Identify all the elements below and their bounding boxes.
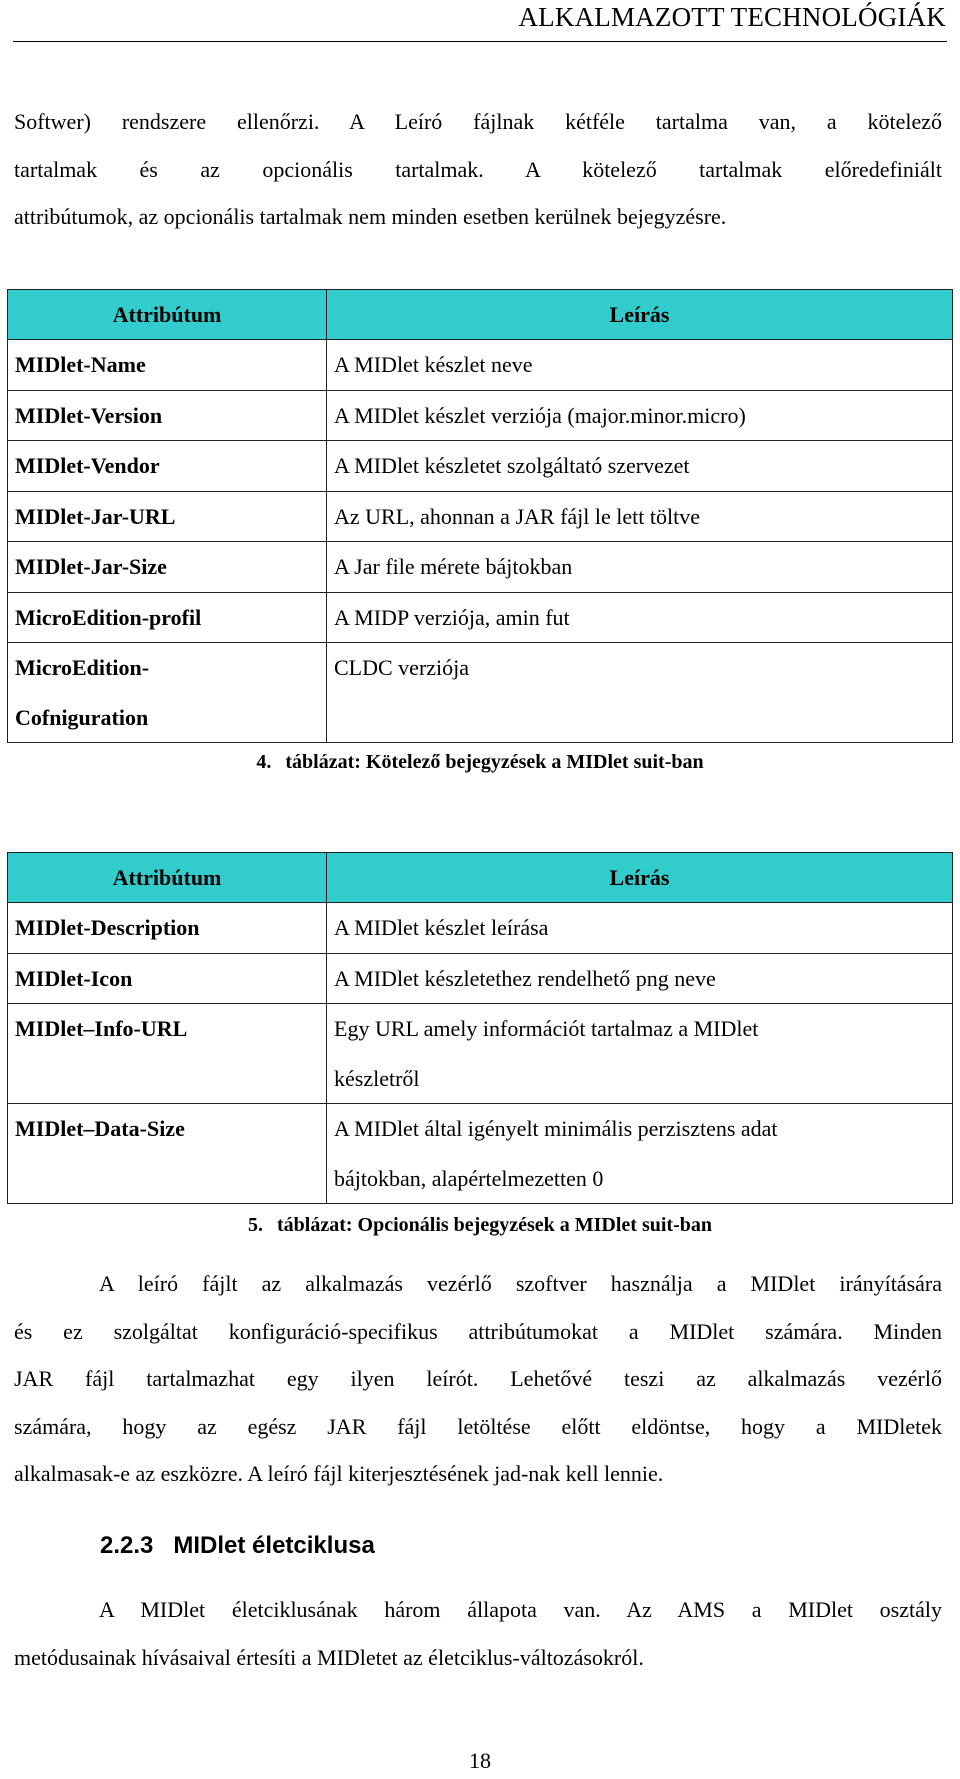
- paragraph-line: és ez szolgáltat konfiguráció-specifikus attribútumokat a MIDlet számára. Minden: [14, 1318, 942, 1344]
- attribute-column-header: Attribútum: [8, 853, 327, 903]
- table-row: [8, 592, 953, 643]
- attribute-desc-cell: A MIDlet készletethez rendelhető png neve: [327, 953, 953, 1004]
- table-row: [8, 903, 953, 954]
- attribute-name-cell: MIDlet-Jar-URL: [8, 491, 327, 542]
- attribute-name-cell: MIDlet-Name: [8, 340, 327, 391]
- attribute-desc-cell: A MIDlet készletet szolgáltató szervezet: [327, 441, 953, 492]
- paragraph-line: metódusainak hívásaival értesíti a MIDletet az életciklus-változásokról.: [14, 1644, 644, 1670]
- attribute-name-cell: MIDlet-Version: [8, 390, 327, 441]
- caption-text: táblázat: Opcionális bejegyzések a MIDlet suit-ban: [277, 1214, 712, 1236]
- table-row: [8, 643, 953, 743]
- table-header-row: [8, 290, 953, 340]
- intro-paragraph: [14, 98, 942, 241]
- table-row: [8, 1004, 953, 1104]
- paragraph-line: attribútumok, az opcionális tartalmak nem minden esetben kerülnek bejegyzésre.: [14, 204, 727, 229]
- table-row: [8, 340, 953, 391]
- table-row: [8, 542, 953, 593]
- attribute-desc-cell: A MIDlet készlet verziója (major.minor.micro): [327, 390, 953, 441]
- attribute-desc-cell: Az URL, ahonnan a JAR fájl le lett töltve: [327, 491, 953, 542]
- attribute-desc-cell: A MIDlet készlet neve: [327, 340, 953, 391]
- attribute-name-cell: MIDlet-Description: [8, 903, 327, 954]
- table-row: [8, 953, 953, 1004]
- caption-number: 4.: [256, 751, 272, 773]
- table-caption: [0, 751, 960, 774]
- attribute-name-cell: MIDlet-Jar-Size: [8, 542, 327, 593]
- paragraph-line: A MIDlet életciklusának három állapota van. Az AMS a MIDlet osztály: [99, 1597, 942, 1622]
- paragraph-line: A leíró fájlt az alkalmazás vezérlő szoftver használja a MIDlet irányítására: [99, 1271, 942, 1296]
- attribute-name-cell: MIDlet-Vendor: [8, 441, 327, 492]
- section-title: MIDlet életciklusa: [173, 1532, 375, 1559]
- mandatory-attributes-table: [7, 289, 953, 743]
- attribute-desc-cell: CLDC verziója: [327, 643, 953, 743]
- table-header-row: [8, 853, 953, 903]
- section-heading: [100, 1532, 375, 1560]
- caption-number: 5.: [248, 1214, 263, 1236]
- attribute-name-cell: MicroEdition- Cofniguration: [8, 643, 327, 743]
- attribute-name-cell: MIDlet–Info-URL: [8, 1004, 327, 1104]
- attribute-name-cell: MIDlet-Icon: [8, 953, 327, 1004]
- table-row: [8, 1104, 953, 1204]
- body-paragraph: [14, 1260, 942, 1498]
- paragraph-line: alkalmasak-e az eszközre. A leíró fájl kiterjesztésének jad-nak kell lennie.: [14, 1461, 664, 1486]
- header-rule: [13, 41, 947, 42]
- attribute-desc-cell: A MIDP verziója, amin fut: [327, 592, 953, 643]
- paragraph-line: tartalmak és az opcionális tartalmak. A kötelező tartalmak előredefiniált: [14, 156, 942, 182]
- table-row: [8, 441, 953, 492]
- paragraph-line: JAR fájl tartalmazhat egy ilyen leírót. Lehetővé teszi az alkalmazás vezérlő: [14, 1366, 942, 1391]
- paragraph-line: számára, hogy az egész JAR fájl letöltése előtt eldöntse, hogy a MIDletek: [14, 1413, 942, 1439]
- description-column-header: Leírás: [327, 853, 953, 903]
- caption-text: táblázat: Kötelező bejegyzések a MIDlet suit-ban: [285, 751, 704, 773]
- attribute-name-cell: MicroEdition-profil: [8, 592, 327, 643]
- page-number: 18: [469, 1748, 491, 1773]
- attribute-column-header: Attribútum: [8, 290, 327, 340]
- section-number: 2.2.3: [100, 1532, 154, 1559]
- table-row: [8, 491, 953, 542]
- paragraph-line: Softwer) rendszere ellenőrzi. A Leíró fájlnak kétféle tartalma van, a kötelező: [14, 109, 942, 134]
- attribute-desc-cell: A MIDlet készlet leírása: [327, 903, 953, 954]
- running-header: ALKALMAZOTT TECHNOLÓGIÁK: [518, 2, 946, 32]
- attribute-desc-cell: A MIDlet által igényelt minimális perzisztens adat bájtokban, alapértelmezetten 0: [327, 1104, 953, 1204]
- description-column-header: Leírás: [327, 290, 953, 340]
- attribute-desc-cell: A Jar file mérete bájtokban: [327, 542, 953, 593]
- table-row: [8, 390, 953, 441]
- attribute-desc-cell: Egy URL amely információt tartalmaz a MIDlet készletről: [327, 1004, 953, 1104]
- optional-attributes-table: [7, 852, 953, 1204]
- table-caption: [0, 1214, 960, 1237]
- section-paragraph: [14, 1586, 942, 1681]
- attribute-name-cell: MIDlet–Data-Size: [8, 1104, 327, 1204]
